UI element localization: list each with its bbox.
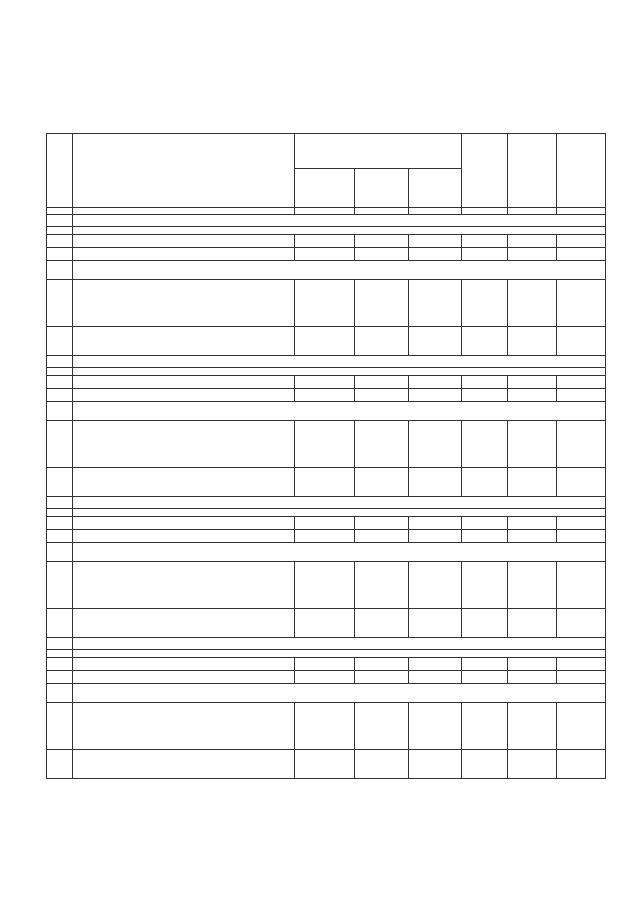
- table-row: [47, 671, 606, 684]
- table-row: [47, 658, 606, 671]
- col-header-standard-single: [462, 134, 508, 208]
- period-row: [47, 638, 606, 650]
- subsection-row: [47, 227, 606, 235]
- subsection-row: [47, 402, 606, 421]
- period-row: [47, 356, 606, 368]
- subsection-row: [47, 368, 606, 376]
- table-row: [47, 376, 606, 389]
- standards-table: [46, 133, 606, 779]
- table-row: [47, 530, 606, 543]
- column-number-row: [47, 208, 606, 215]
- table-row: [47, 389, 606, 402]
- table-row: [47, 703, 606, 750]
- appendix-header: [420, 58, 600, 94]
- col-header-area-c: [409, 169, 462, 208]
- table-header-row: [47, 134, 606, 169]
- col-header-area-a: [295, 169, 355, 208]
- footnote: [92, 775, 532, 783]
- subsection-row: [47, 261, 606, 280]
- col-header-standard-family-three: [557, 134, 606, 208]
- document-title: [112, 103, 532, 123]
- page-mark: [317, 14, 321, 18]
- subsection-row: [47, 509, 606, 517]
- period-row: [47, 215, 606, 227]
- table-row: [47, 235, 606, 248]
- table-row: [47, 327, 606, 356]
- table-row: [47, 517, 606, 530]
- col-header-area-b: [355, 169, 409, 208]
- col-header-standard-family-two: [508, 134, 557, 208]
- table-row: [47, 248, 606, 261]
- subsection-row: [47, 543, 606, 562]
- col-header-group: [73, 134, 295, 208]
- table-row: [47, 280, 606, 327]
- table-row: [47, 421, 606, 468]
- subsection-row: [47, 684, 606, 703]
- table-row: [47, 468, 606, 497]
- table-row: [47, 609, 606, 638]
- subsection-row: [47, 650, 606, 658]
- period-row: [47, 497, 606, 509]
- col-header-standard-per-person: [295, 134, 462, 169]
- table-row: [47, 562, 606, 609]
- col-header-number: [47, 134, 73, 208]
